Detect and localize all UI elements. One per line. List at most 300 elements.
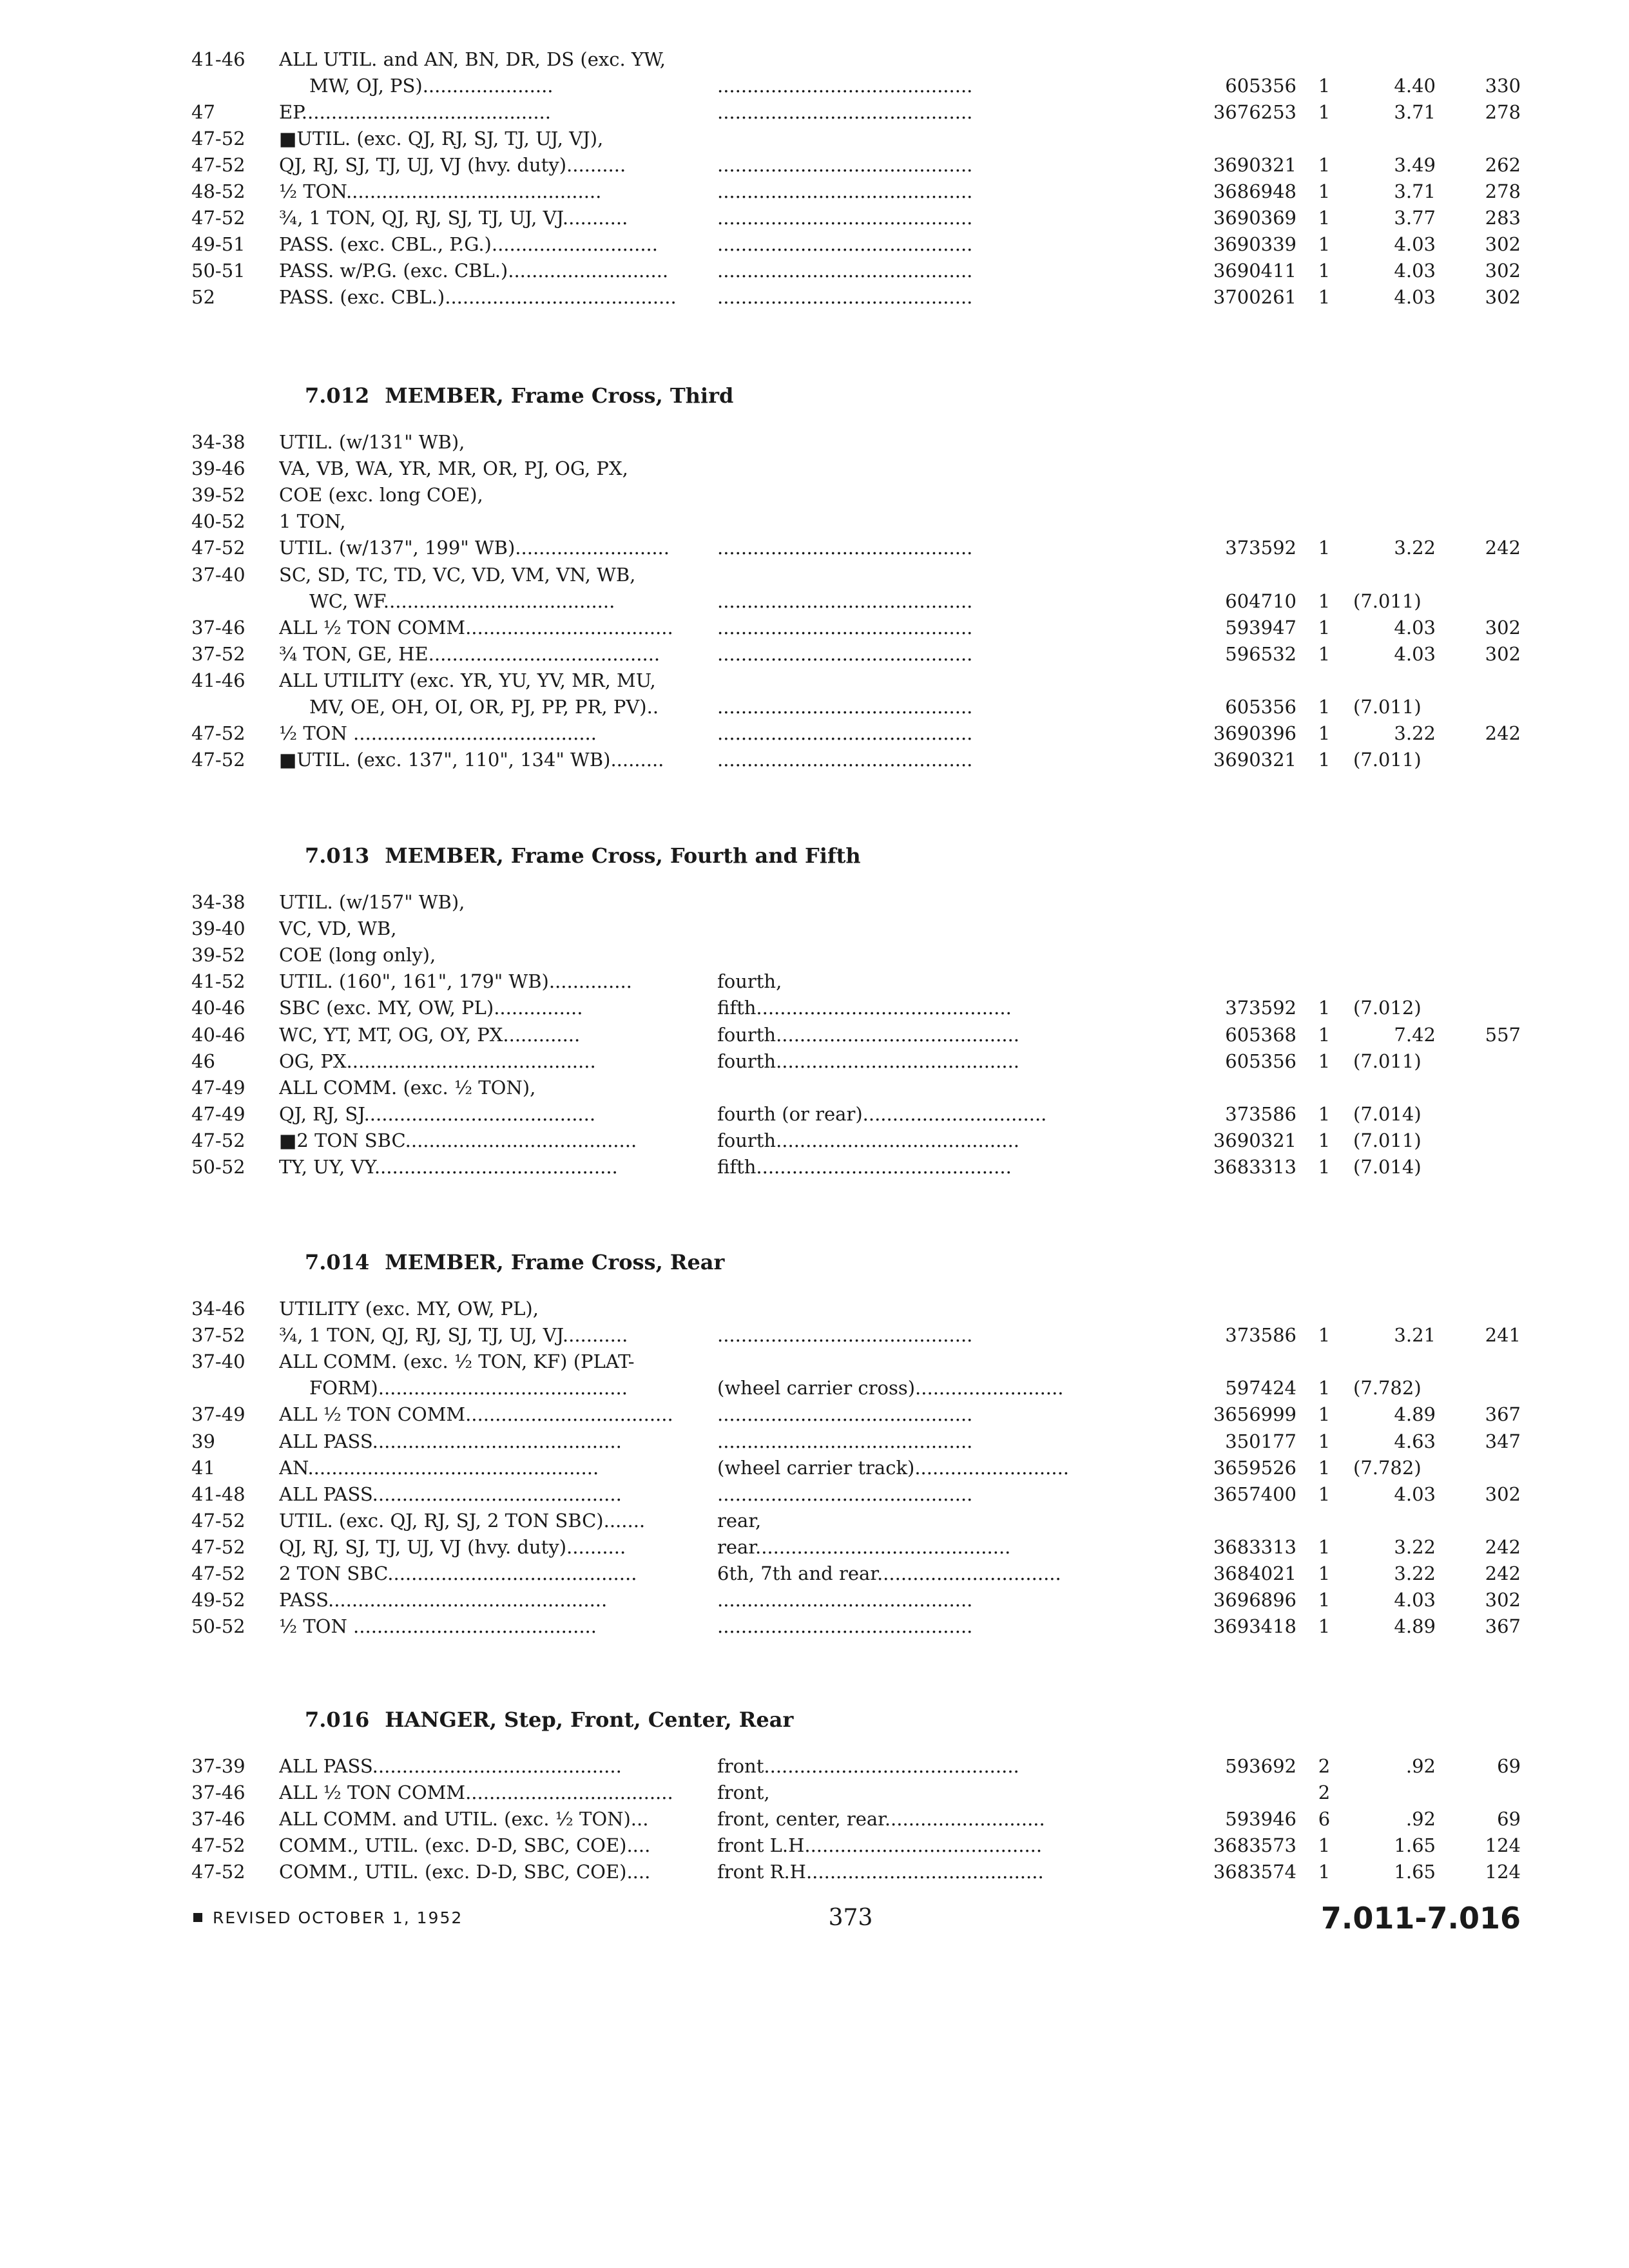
quantity: 1 (1318, 233, 1331, 255)
model-description: WC, WF....................................... (309, 590, 615, 612)
part-number: 593946 (1225, 1808, 1296, 1830)
year-range: 46 (191, 1050, 215, 1072)
part-number: 605368 (1225, 1024, 1296, 1046)
list-price: 1.65 (1394, 1834, 1436, 1856)
year-range: 39-46 (191, 457, 246, 479)
list-price: 4.03 (1394, 233, 1436, 255)
parts-row (0, 1832, 1629, 1858)
price-code: 242 (1485, 1562, 1521, 1584)
year-range: 47-52 (191, 154, 246, 176)
list-price: (7.011) (1353, 1129, 1422, 1151)
price-code: 242 (1485, 722, 1521, 744)
list-price: (7.014) (1353, 1156, 1422, 1178)
quantity: 2 (1318, 1782, 1331, 1803)
model-description: UTIL. (160", 161", 179" WB).............. (279, 970, 632, 992)
list-price: .92 (1405, 1755, 1436, 1777)
location-note: fourth......................................... (717, 1024, 1020, 1046)
parts-row (0, 73, 1629, 99)
quantity: 1 (1318, 154, 1331, 176)
quantity: 1 (1318, 1615, 1331, 1637)
year-range: 49-52 (191, 1589, 246, 1611)
model-description: VC, VD, WB, (279, 918, 397, 939)
quantity: 1 (1318, 286, 1331, 308)
model-description: ¾ TON, GE, HE....................................... (279, 643, 660, 665)
list-price: (7.782) (1353, 1457, 1422, 1479)
location-note: ........................................... (717, 1430, 973, 1452)
model-description: COE (exc. long COE), (279, 484, 483, 506)
price-code: 302 (1485, 233, 1521, 255)
parts-row (0, 641, 1629, 667)
parts-row (0, 1806, 1629, 1832)
list-price: (7.012) (1353, 997, 1422, 1019)
model-description: FORM).......................................... (309, 1377, 628, 1399)
page-number: 373 (828, 1905, 873, 1931)
section-number: 7.012 (305, 383, 370, 408)
parts-row (0, 995, 1629, 1021)
parts-row (0, 1154, 1629, 1180)
location-note: ........................................... (717, 722, 973, 744)
part-number: 3693418 (1213, 1615, 1296, 1637)
model-description: ALL PASS.......................................... (279, 1430, 622, 1452)
price-code: 242 (1485, 1536, 1521, 1558)
section-title: HANGER, Step, Front, Center, Rear (385, 1707, 794, 1732)
model-description: ■UTIL. (exc. QJ, RJ, SJ, TJ, UJ, VJ), (279, 128, 604, 149)
parts-row (0, 668, 1629, 693)
parts-row (0, 284, 1629, 310)
parts-row (0, 1780, 1629, 1805)
part-number: 3690339 (1213, 233, 1296, 255)
model-description: PASS. (exc. CBL.)....................................... (279, 286, 677, 308)
part-number: 3686948 (1213, 180, 1296, 202)
model-description: OG, PX.......................................... (279, 1050, 596, 1072)
year-range: 34-38 (191, 891, 246, 913)
model-description: ALL UTILITY (exc. YR, YU, YV, MR, MU, (279, 669, 656, 691)
year-range: 48-52 (191, 180, 246, 202)
location-note: rear, (717, 1510, 762, 1532)
parts-row (0, 126, 1629, 151)
part-number: 3696896 (1213, 1589, 1296, 1611)
model-description: ½ TON........................................... (279, 180, 602, 202)
year-range: 37-52 (191, 643, 246, 665)
year-range: 47-52 (191, 722, 246, 744)
model-description: ALL ½ TON COMM................................... (279, 1403, 673, 1425)
year-range: 37-40 (191, 1350, 246, 1372)
price-code: 302 (1485, 286, 1521, 308)
quantity: 1 (1318, 643, 1331, 665)
parts-row (0, 1534, 1629, 1560)
list-price: .92 (1405, 1808, 1436, 1830)
year-range: 37-49 (191, 1403, 246, 1425)
location-note: ........................................... (717, 260, 973, 282)
year-range: 37-46 (191, 1782, 246, 1803)
location-note: ........................................... (717, 101, 973, 123)
parts-row (0, 178, 1629, 204)
year-range: 47-52 (191, 749, 246, 771)
parts-row (0, 1859, 1629, 1885)
list-price: 3.49 (1394, 154, 1436, 176)
list-price: (7.782) (1353, 1377, 1422, 1399)
model-description: ¾, 1 TON, QJ, RJ, SJ, TJ, UJ, VJ........... (279, 1324, 628, 1346)
parts-row (0, 1561, 1629, 1586)
list-price: 4.40 (1394, 75, 1436, 97)
part-number: 3683313 (1213, 1536, 1296, 1558)
part-number: 3690321 (1213, 749, 1296, 771)
list-price: (7.011) (1353, 590, 1422, 612)
model-description: COE (long only), (279, 944, 436, 966)
location-note: ........................................... (717, 643, 973, 665)
model-description: UTIL. (w/157" WB), (279, 891, 465, 913)
year-range: 39-52 (191, 484, 246, 506)
part-number: 3676253 (1213, 101, 1296, 123)
location-note: ........................................... (717, 696, 973, 718)
list-price: 4.03 (1394, 1483, 1436, 1505)
year-range: 37-39 (191, 1755, 246, 1777)
model-description: ALL COMM. (exc. ½ TON), (279, 1077, 536, 1099)
quantity: 1 (1318, 1430, 1331, 1452)
price-code: 242 (1485, 537, 1521, 559)
year-range: 39-52 (191, 944, 246, 966)
part-number: 604710 (1225, 590, 1296, 612)
section-number: 7.016 (305, 1707, 370, 1732)
model-description: PASS. (exc. CBL., P.G.)............................ (279, 233, 658, 255)
part-number: 373586 (1225, 1324, 1296, 1346)
quantity: 1 (1318, 75, 1331, 97)
model-description: PASS. w/P.G. (exc. CBL.)........................... (279, 260, 669, 282)
quantity: 1 (1318, 590, 1331, 612)
part-number: 350177 (1225, 1430, 1296, 1452)
parts-row (0, 1101, 1629, 1127)
model-description: 1 TON, (279, 510, 346, 532)
location-note: front L.H........................................ (717, 1834, 1043, 1856)
quantity: 1 (1318, 1861, 1331, 1883)
list-price: 4.89 (1394, 1403, 1436, 1425)
parts-row (0, 1296, 1629, 1321)
list-price: (7.014) (1353, 1103, 1422, 1125)
year-range: 37-46 (191, 617, 246, 639)
location-note: fifth........................................... (717, 997, 1012, 1019)
revision-note (193, 1908, 463, 1927)
year-range: 40-46 (191, 997, 246, 1019)
location-note: ........................................... (717, 1324, 973, 1346)
section-number: 7.014 (305, 1250, 370, 1274)
parts-row (0, 1455, 1629, 1481)
quantity: 1 (1318, 101, 1331, 123)
model-description: ■UTIL. (exc. 137", 110", 134" WB)......... (279, 749, 664, 771)
year-range: 49-51 (191, 233, 246, 255)
parts-row (0, 694, 1629, 720)
parts-row (0, 615, 1629, 640)
location-note: 6th, 7th and rear............................... (717, 1562, 1061, 1584)
location-note: fifth........................................... (717, 1156, 1012, 1178)
model-description: WC, YT, MT, OG, OY, PX............. (279, 1024, 581, 1046)
list-price: 4.03 (1394, 1589, 1436, 1611)
part-number: 3683574 (1213, 1861, 1296, 1883)
quantity: 2 (1318, 1755, 1331, 1777)
quantity: 1 (1318, 1834, 1331, 1856)
parts-row (0, 152, 1629, 178)
year-range: 39 (191, 1430, 215, 1452)
year-range: 47-52 (191, 1834, 246, 1856)
price-code: 347 (1485, 1430, 1521, 1452)
location-note: rear........................................... (717, 1536, 1011, 1558)
year-range: 47-52 (191, 207, 246, 229)
quantity: 1 (1318, 696, 1331, 718)
model-description: UTILITY (exc. MY, OW, PL), (279, 1298, 539, 1320)
price-code: 302 (1485, 617, 1521, 639)
parts-row (0, 1428, 1629, 1454)
parts-row (0, 1075, 1629, 1100)
part-number: 3690321 (1213, 154, 1296, 176)
list-price: 4.89 (1394, 1615, 1436, 1637)
year-range: 41-46 (191, 669, 246, 691)
location-note: front R.H........................................ (717, 1861, 1044, 1883)
quantity: 1 (1318, 1589, 1331, 1611)
quantity: 1 (1318, 1156, 1331, 1178)
location-note: front, (717, 1782, 770, 1803)
parts-row (0, 889, 1629, 915)
parts-row (0, 99, 1629, 125)
part-number: 593692 (1225, 1755, 1296, 1777)
model-description: TY, UY, VY......................................... (279, 1156, 618, 1178)
location-note: fourth, (717, 970, 782, 992)
location-note: front, center, rear........................... (717, 1808, 1045, 1830)
quantity: 1 (1318, 1483, 1331, 1505)
year-range: 47-52 (191, 537, 246, 559)
location-note: ........................................... (717, 1483, 973, 1505)
model-description: ALL COMM. (exc. ½ TON, KF) (PLAT- (279, 1350, 635, 1372)
parts-row (0, 916, 1629, 941)
year-range: 50-52 (191, 1615, 246, 1637)
section-heading (305, 841, 861, 870)
parts-row (0, 1508, 1629, 1533)
model-description: COMM., UTIL. (exc. D-D, SBC, COE).... (279, 1834, 651, 1856)
year-range: 50-52 (191, 1156, 246, 1178)
quantity: 1 (1318, 1403, 1331, 1425)
quantity: 1 (1318, 207, 1331, 229)
model-description: ½ TON ......................................... (279, 722, 597, 744)
parts-row (0, 1481, 1629, 1507)
part-number: 593947 (1225, 617, 1296, 639)
location-note: (wheel carrier cross)......................... (717, 1377, 1064, 1399)
parts-row (0, 1022, 1629, 1048)
part-number: 605356 (1225, 696, 1296, 718)
parts-row (0, 535, 1629, 561)
location-note: ........................................... (717, 537, 973, 559)
location-note: fourth......................................... (717, 1129, 1020, 1151)
year-range: 41 (191, 1457, 215, 1479)
model-description: ¾, 1 TON, QJ, RJ, SJ, TJ, UJ, VJ........... (279, 207, 628, 229)
part-number: 3690411 (1213, 260, 1296, 282)
list-price: 3.21 (1394, 1324, 1436, 1346)
price-code: 124 (1485, 1834, 1521, 1856)
section-heading (305, 381, 733, 410)
price-code: 262 (1485, 154, 1521, 176)
model-description: SC, SD, TC, TD, VC, VD, VM, VN, WB, (279, 564, 636, 586)
quantity: 1 (1318, 722, 1331, 744)
year-range: 40-52 (191, 510, 246, 532)
parts-row (0, 562, 1629, 588)
parts-row (0, 720, 1629, 746)
list-price: 1.65 (1394, 1861, 1436, 1883)
parts-row (0, 1048, 1629, 1074)
parts-row (0, 968, 1629, 994)
location-note: ........................................... (717, 233, 973, 255)
list-price: 3.22 (1394, 1536, 1436, 1558)
location-note: ........................................... (717, 617, 973, 639)
parts-row (0, 1322, 1629, 1348)
quantity: 1 (1318, 1562, 1331, 1584)
location-note: front........................................... (717, 1755, 1019, 1777)
quantity: 1 (1318, 1324, 1331, 1346)
model-description: QJ, RJ, SJ, TJ, UJ, VJ (hvy. duty).......... (279, 154, 626, 176)
list-price: (7.011) (1353, 749, 1422, 771)
year-range: 47-52 (191, 1510, 246, 1532)
section-title: MEMBER, Frame Cross, Rear (385, 1250, 725, 1274)
parts-row (0, 258, 1629, 284)
list-price: 4.03 (1394, 260, 1436, 282)
section-number: 7.013 (305, 843, 370, 868)
parts-row (0, 747, 1629, 773)
location-note: ........................................... (717, 75, 973, 97)
year-range: 39-40 (191, 918, 246, 939)
location-note: (wheel carrier track).......................... (717, 1457, 1070, 1479)
section-heading (305, 1706, 793, 1734)
list-price: 7.42 (1394, 1024, 1436, 1046)
list-price: 4.03 (1394, 643, 1436, 665)
model-description: AN................................................. (279, 1457, 599, 1479)
year-range: 47-52 (191, 1129, 246, 1151)
year-range: 37-52 (191, 1324, 246, 1346)
model-description: UTIL. (exc. QJ, RJ, SJ, 2 TON SBC)....... (279, 1510, 646, 1532)
part-number: 3690321 (1213, 1129, 1296, 1151)
quantity: 1 (1318, 1024, 1331, 1046)
location-note: ........................................... (717, 1615, 973, 1637)
year-range: 52 (191, 286, 215, 308)
location-note: ........................................... (717, 207, 973, 229)
model-description: ½ TON ......................................... (279, 1615, 597, 1637)
part-number: 373592 (1225, 997, 1296, 1019)
list-price: 3.22 (1394, 1562, 1436, 1584)
parts-row (0, 46, 1629, 72)
parts-row (0, 482, 1629, 508)
part-number: 3656999 (1213, 1403, 1296, 1425)
price-code: 330 (1485, 75, 1521, 97)
section-title: MEMBER, Frame Cross, Fourth and Fifth (385, 843, 861, 868)
part-number: 3690369 (1213, 207, 1296, 229)
part-number: 3683573 (1213, 1834, 1296, 1856)
model-description: ALL ½ TON COMM................................... (279, 617, 673, 639)
list-price: 4.63 (1394, 1430, 1436, 1452)
section-range: 7.011-7.016 (1320, 1901, 1521, 1936)
part-number: 596532 (1225, 643, 1296, 665)
part-number: 3690396 (1213, 722, 1296, 744)
section-heading (305, 1248, 724, 1276)
location-note: fourth......................................... (717, 1050, 1020, 1072)
year-range: 41-46 (191, 48, 246, 70)
price-code: 367 (1485, 1615, 1521, 1637)
quantity: 1 (1318, 1377, 1331, 1399)
price-code: 283 (1485, 207, 1521, 229)
price-code: 69 (1497, 1755, 1521, 1777)
location-note: ........................................... (717, 1403, 973, 1425)
year-range: 41-52 (191, 970, 246, 992)
parts-row (0, 1613, 1629, 1639)
location-note: ........................................... (717, 180, 973, 202)
part-number: 3700261 (1213, 286, 1296, 308)
year-range: 41-48 (191, 1483, 246, 1505)
location-note: fourth (or rear)............................... (717, 1103, 1047, 1125)
quantity: 1 (1318, 260, 1331, 282)
parts-row (0, 1401, 1629, 1427)
model-description: VA, VB, WA, YR, MR, OR, PJ, OG, PX, (279, 457, 628, 479)
year-range: 50-51 (191, 260, 246, 282)
parts-row (0, 1128, 1629, 1153)
list-price: 4.03 (1394, 617, 1436, 639)
year-range: 34-46 (191, 1298, 246, 1320)
price-code: 278 (1485, 101, 1521, 123)
year-range: 47-49 (191, 1103, 246, 1125)
quantity: 1 (1318, 1129, 1331, 1151)
quantity: 1 (1318, 749, 1331, 771)
part-number: 605356 (1225, 75, 1296, 97)
price-code: 302 (1485, 1483, 1521, 1505)
price-code: 367 (1485, 1403, 1521, 1425)
quantity: 1 (1318, 537, 1331, 559)
parts-row (0, 429, 1629, 455)
part-number: 3657400 (1213, 1483, 1296, 1505)
revision-text: REVISED OCTOBER 1, 1952 (213, 1908, 463, 1927)
quantity: 1 (1318, 1457, 1331, 1479)
model-description: QJ, RJ, SJ, TJ, UJ, VJ (hvy. duty).......... (279, 1536, 626, 1558)
quantity: 1 (1318, 997, 1331, 1019)
part-number: 373592 (1225, 537, 1296, 559)
model-description: ALL ½ TON COMM................................... (279, 1782, 673, 1803)
year-range: 37-46 (191, 1808, 246, 1830)
model-description: ALL UTIL. and AN, BN, DR, DS (exc. YW, (279, 48, 666, 70)
year-range: 34-38 (191, 431, 246, 453)
model-description: ALL COMM. and UTIL. (exc. ½ TON)... (279, 1808, 649, 1830)
year-range: 47-52 (191, 1861, 246, 1883)
model-description: 2 TON SBC.......................................... (279, 1562, 637, 1584)
model-description: PASS............................................... (279, 1589, 608, 1611)
list-price: 3.71 (1394, 101, 1436, 123)
model-description: UTIL. (w/137", 199" WB).......................... (279, 537, 670, 559)
year-range: 47-52 (191, 1562, 246, 1584)
parts-row (0, 1587, 1629, 1613)
list-price: 4.03 (1394, 286, 1436, 308)
price-code: 124 (1485, 1861, 1521, 1883)
model-description: QJ, RJ, SJ....................................... (279, 1103, 596, 1125)
location-note: ........................................... (717, 154, 973, 176)
revision-square-icon (193, 1913, 202, 1922)
list-price: 3.22 (1394, 537, 1436, 559)
model-description: SBC (exc. MY, OW, PL)............... (279, 997, 583, 1019)
year-range: 47-49 (191, 1077, 246, 1099)
model-description: ALL PASS.......................................... (279, 1755, 622, 1777)
parts-row (0, 1375, 1629, 1401)
year-range: 47 (191, 101, 215, 123)
price-code: 557 (1485, 1024, 1521, 1046)
quantity: 1 (1318, 1536, 1331, 1558)
parts-row (0, 231, 1629, 257)
part-number: 3659526 (1213, 1457, 1296, 1479)
part-number: 3684021 (1213, 1562, 1296, 1584)
model-description: ALL PASS.......................................... (279, 1483, 622, 1505)
parts-row (0, 588, 1629, 614)
location-note: ........................................... (717, 590, 973, 612)
price-code: 302 (1485, 643, 1521, 665)
quantity: 1 (1318, 180, 1331, 202)
